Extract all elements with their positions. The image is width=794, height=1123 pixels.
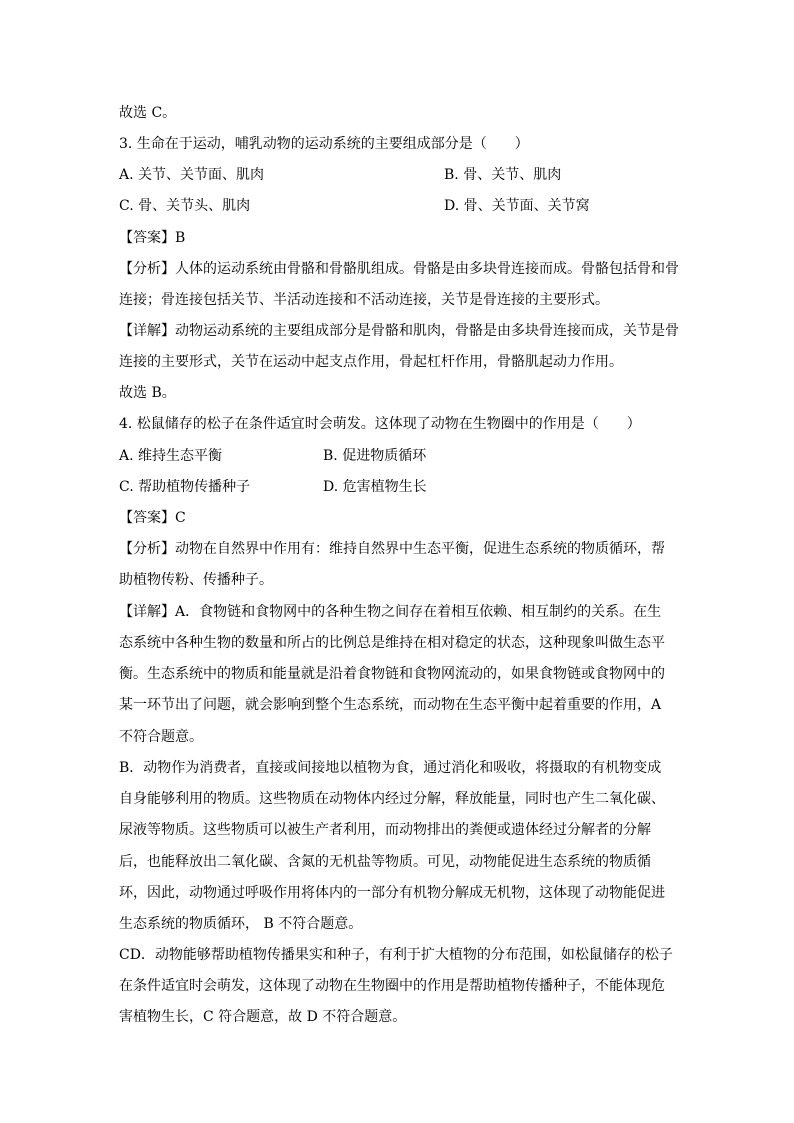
- q3-answer: 【答案】B: [119, 230, 186, 246]
- q4-analysis-line-1: 【分析】动物在自然界中作用有：维持自然界中生态平衡，促进生态系统的物质循环，帮: [119, 541, 665, 557]
- q4-option-c: C. 帮助植物传播种子: [119, 479, 251, 495]
- q3-option-d: D. 骨、关节面、关节窝: [444, 198, 590, 214]
- q4-option-b-explanation-line-3: 尿液等物质。这些物质可以被生产者利用，而动物排出的粪便或遗体经过分解者的分解: [119, 822, 651, 838]
- q4-explanation-line-4: 某一环节出了问题，就会影响到整个生态系统，而动物在生态平衡中起着重要的作用，A: [119, 697, 662, 713]
- q3-explanation-line-1: 【详解】动物运动系统的主要组成部分是骨骼和肌肉，骨骼是由多块骨连接而成，关节是骨: [119, 323, 679, 339]
- q3-option-c: C. 骨、关节头、肌肉: [119, 198, 251, 214]
- q4-answer: 【答案】C: [119, 510, 186, 526]
- q4-option-b: B. 促进物质循环: [323, 448, 427, 464]
- q3-conclusion: 故选 B。: [119, 385, 176, 401]
- q4-option-b-explanation-line-4: 后，也能释放出二氧化碳、含氮的无机盐等物质。可见，动物能促进生态系统的物质循: [119, 854, 651, 870]
- answer-conclusion-q2: 故选 C。: [119, 105, 177, 121]
- q4-explanation-line-3: 衡。生态系统中的物质和能量就是沿着食物链和食物网流动的，如果食物链或食物网中的: [119, 666, 665, 682]
- q4-option-b-explanation-line-6: 生态系统的物质循环， B 不符合题意。: [119, 916, 363, 932]
- q4-option-cd-explanation-line-2: 在条件适宜时会萌发，这体现了动物在生物圈中的作用是帮助植物传播种子，不能体现危: [119, 978, 665, 994]
- q3-analysis-line-1: 【分析】人体的运动系统由骨骼和骨骼肌组成。骨骼是由多块骨连接而成。骨骼包括骨和骨: [119, 261, 679, 277]
- q3-option-b: B. 骨、关节、肌肉: [444, 167, 562, 183]
- q4-option-cd-explanation-line-3: 害植物生长，C 符合题意，故 D 不符合题意。: [119, 1009, 407, 1025]
- q4-explanation-line-2: 态系统中各种生物的数量和所占的比例总是维持在相对稳定的状态，这种现象叫做生态平: [119, 635, 665, 651]
- q3-explanation-line-2: 连接的主要形式，关节在运动中起支点作用，骨起杠杆作用，骨骼肌起动力作用。: [119, 354, 623, 370]
- q3-option-a: A. 关节、关节面、肌肉: [119, 167, 265, 183]
- q4-explanation-line-1: 【详解】A．食物链和食物网中的各种生物之间存在着相互依赖、相互制约的关系。在生: [119, 604, 662, 620]
- q3-analysis-line-2: 连接；骨连接包括关节、半活动连接和不活动连接，关节是骨连接的主要形式。: [119, 292, 609, 308]
- q4-option-b-explanation-line-5: 环，因此，动物通过呼吸作用将体内的一部分有机物分解成无机物，这体现了动物能促进: [119, 885, 665, 901]
- q4-option-b-explanation-line-2: 自身能够利用的物质。这些物质在动物体内经过分解，释放能量，同时也产生二氧化碳、: [119, 791, 665, 807]
- q4-explanation-line-5: 不符合题意。: [119, 729, 203, 745]
- q4-option-a: A. 维持生态平衡: [119, 448, 223, 464]
- question-3-stem: 3. 生命在于运动，哺乳动物的运动系统的主要组成部分是（ ）: [119, 136, 529, 152]
- question-4-stem: 4. 松鼠储存的松子在条件适宜时会萌发。这体现了动物在生物圈中的作用是（ ）: [119, 416, 641, 432]
- q4-option-cd-explanation-line-1: CD．动物能够帮助植物传播果实和种子，有利于扩大植物的分布范围，如松鼠储存的松子: [119, 947, 673, 963]
- q4-option-b-explanation-line-1: B．动物作为消费者，直接或间接地以植物为食，通过消化和吸收，将摄取的有机物变成: [119, 760, 662, 776]
- q4-analysis-line-2: 助植物传粉、传播种子。: [119, 572, 273, 588]
- q4-option-d: D. 危害植物生长: [323, 479, 427, 495]
